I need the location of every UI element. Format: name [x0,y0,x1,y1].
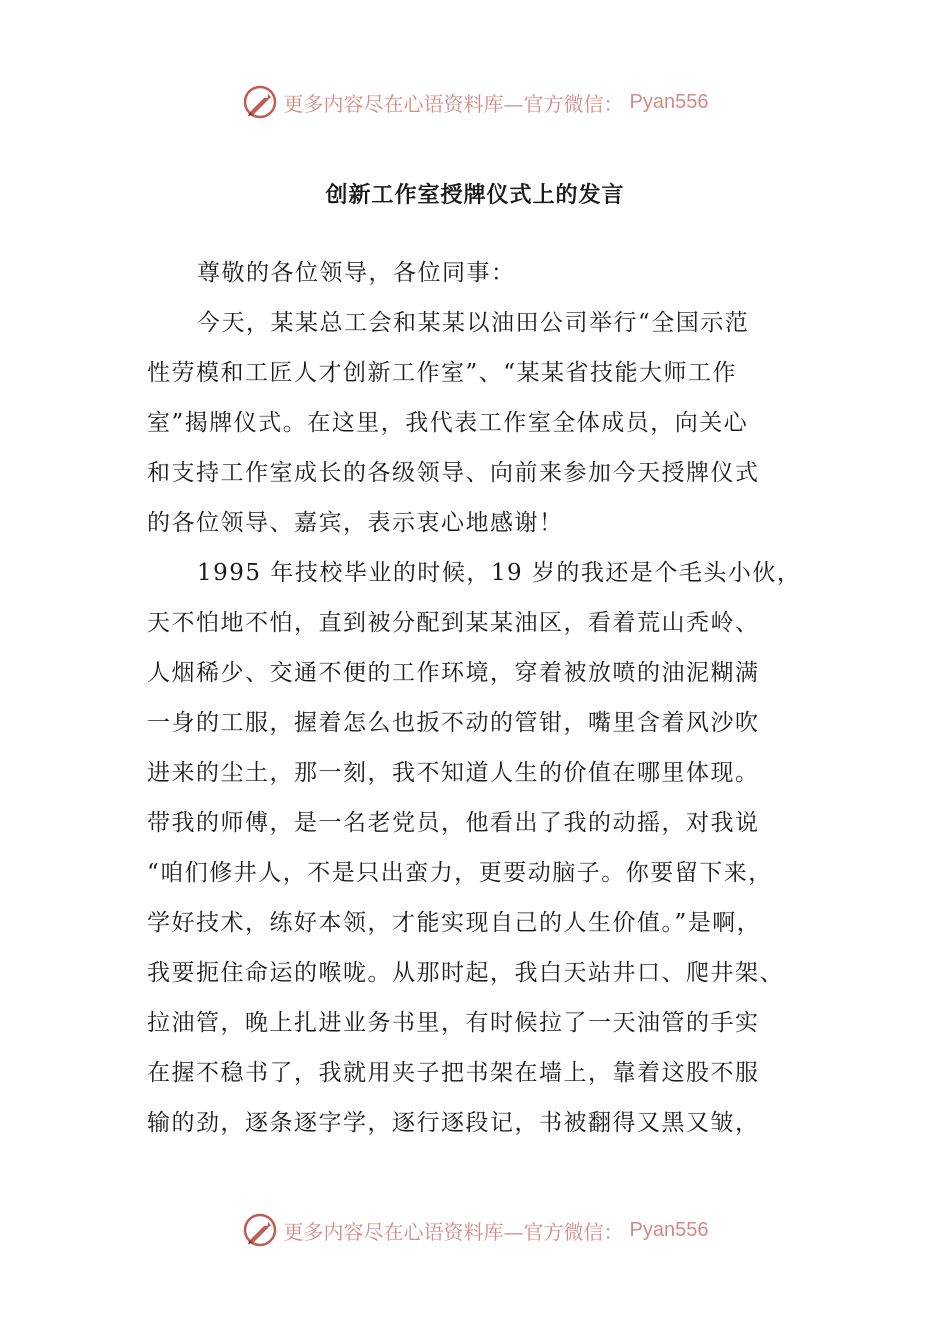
paragraph-line: 室”揭牌仪式。在这里，我代表工作室全体成员，向关心 [147,410,749,436]
header-banner [0,82,950,122]
paragraph-line: 在握不稳书了，我就用夹子把书架在墙上，靠着这股不服 [147,1060,760,1086]
pen-logo-icon [242,84,278,120]
banner-text: 更多内容尽在心语资料库—官方微信： [283,91,624,116]
paragraph-line: 1995 年技校毕业的时候，19 岁的我还是个毛头小伙， [197,560,802,586]
document-title: 创新工作室授牌仪式上的发言 [325,183,625,208]
paragraph-line: 人烟稀少、交通不便的工作环境，穿着被放喷的油泥糊满 [147,660,760,686]
banner-text: 更多内容尽在心语资料库—官方微信： [283,1219,624,1244]
paragraph-line: 天不怕地不怕，直到被分配到某某油区，看着荒山秃岭、 [147,610,760,636]
paragraph-line: 我要扼住命运的喉咙。从那时起，我白天站井口、爬井架、 [147,960,784,986]
paragraph-line: 进来的尘土，那一刻，我不知道人生的价值在哪里体现。 [147,760,760,786]
wechat-id: Pyan556 [629,90,709,113]
paragraph-line: “咱们修井人，不是只出蛮力，更要动脑子。你要留下来， [147,860,773,886]
footer-banner [0,1210,950,1250]
paragraph-line: 性劳模和工匠人才创新工作室”、“某某省技能大师工作 [147,360,738,386]
paragraph-line: 拉油管，晚上扎进业务书里，有时候拉了一天油管的手实 [147,1010,760,1036]
paragraph-line: 输的劲，逐条逐字学，逐行逐段记，书被翻得又黑又皱， [147,1110,760,1136]
salutation-line: 尊敬的各位领导，各位同事： [197,260,516,286]
paragraph-line: 的各位领导、嘉宾，表示衷心地感谢！ [147,510,564,536]
pen-logo-icon [242,1212,278,1248]
wechat-id: Pyan556 [629,1218,709,1241]
paragraph-line: 带我的师傅，是一名老党员，他看出了我的动摇，对我说 [147,810,760,836]
paragraph-line: 学好技术，练好本领，才能实现自己的人生价值。”是啊， [147,910,762,936]
document-body [147,248,807,1148]
paragraph-line: 和支持工作室成长的各级领导、向前来参加今天授牌仪式 [147,460,760,486]
paragraph-line: 一身的工服，握着怎么也扳不动的管钳，嘴里含着风沙吹 [147,710,760,736]
paragraph-line: 今天，某某总工会和某某以油田公司举行“全国示范 [197,310,750,336]
